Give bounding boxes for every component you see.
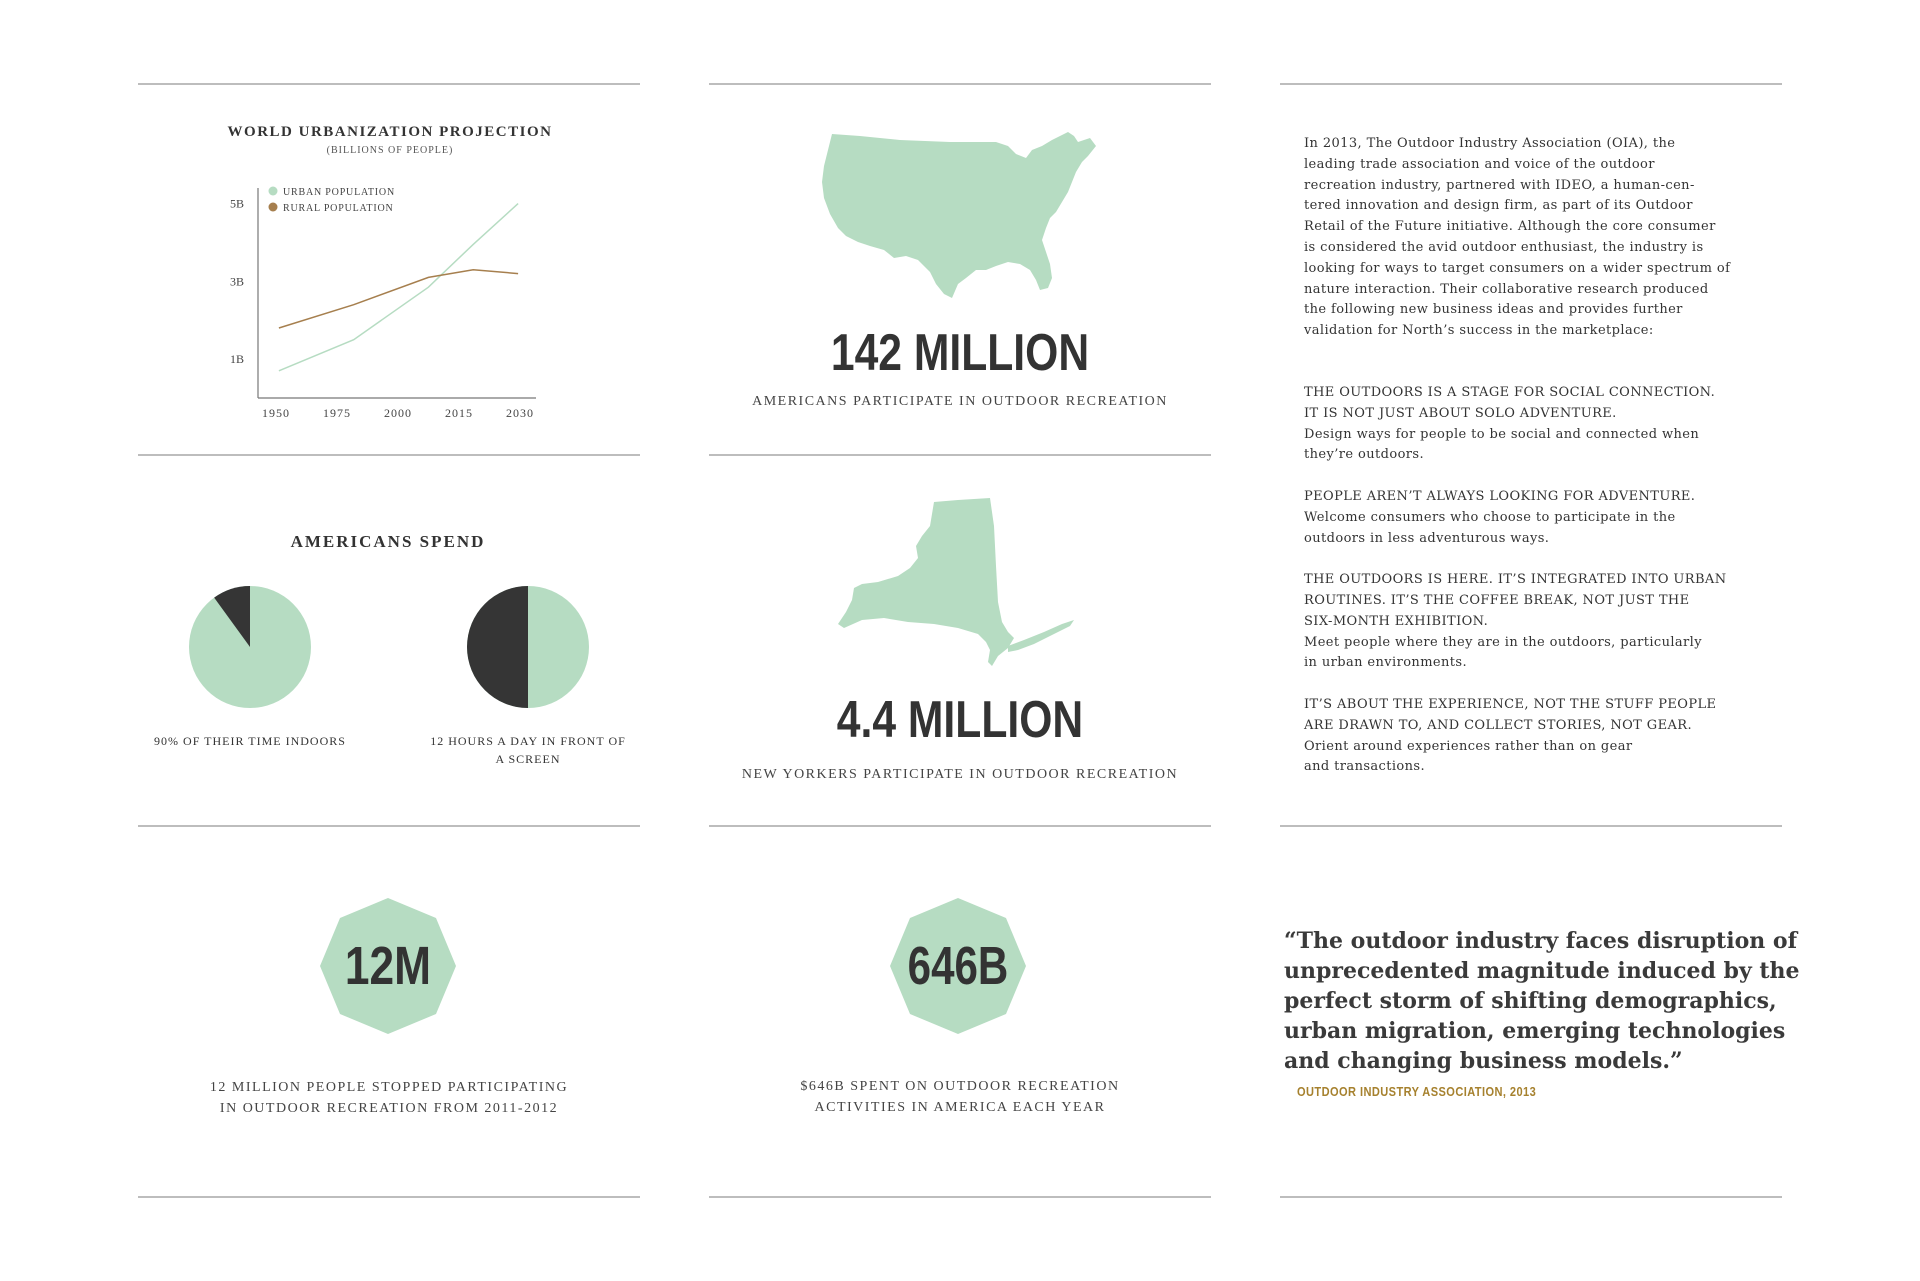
caption-line: 12 MILLION PEOPLE STOPPED PARTICIPATING [209, 1080, 569, 1095]
octagon-badge-12m [318, 896, 458, 1036]
divider [1280, 825, 1782, 827]
stat-us-number: 142 MILLION [830, 324, 1090, 382]
x-tick-label: 2000 [384, 406, 412, 420]
insight-heading: THE OUTDOORS IS HERE. IT’S INTEGRATED INTO URBAN ROUTINES. IT’S THE COFFEE BREAK, NOT JUST THE SIX-MONTH EXHIBITION. [1304, 572, 1727, 629]
divider [709, 825, 1211, 827]
divider [138, 825, 640, 827]
intro-paragraph: In 2013, The Outdoor Industry Association (OIA), the leading trade association and voice of the outdoor recreation industry, partnered with IDEO, a human-cen- tered innovation and design firm, as part of its Outdoor Retail of the Future initiative. Although the core consumer is considered the avid outdoor enthusiast, the industry is looking for ways to target consumers on a wider spectrum of nature interaction. Their collaborative research produced the following new business ideas and provides further validation for North’s success in the marketplace: [1304, 136, 1731, 339]
divider [1280, 1196, 1782, 1198]
caption-line: IN OUTDOOR RECREATION FROM 2011-2012 [219, 1101, 559, 1116]
divider [138, 1196, 640, 1198]
pie-caption-screen: 12 HOURS A DAY IN FRONT OF A SCREEN [430, 734, 626, 766]
caption-line: $646B SPENT ON OUTDOOR RECREATION [800, 1079, 1120, 1094]
divider [1280, 83, 1782, 85]
urbanization-line-chart [220, 170, 560, 425]
y-tick-label: 1B [229, 352, 244, 367]
oia-intro-text [1304, 134, 1784, 342]
divider [709, 454, 1211, 456]
stat-12m-caption [138, 1077, 640, 1119]
industry-quote: “The outdoor industry faces disruption of unprecedented magnitude induced by the perfect storm of shifting demographics, urban migration, emerging technologies and changing business models.” [1284, 928, 1800, 1074]
insights-list [1304, 383, 1784, 778]
rural-population-line [279, 270, 518, 328]
y-tick-label: 3B [229, 274, 244, 289]
stat-12m-number: 12M [344, 935, 432, 997]
stat-us-caption: AMERICANS PARTICIPATE IN OUTDOOR RECREATION [752, 394, 1168, 409]
insight-text: Design ways for people to be social and connected when they’re outdoors. [1304, 426, 1700, 463]
x-tick-label: 2030 [506, 406, 534, 420]
legend-rural-marker [269, 203, 278, 212]
y-tick-label: 5B [229, 196, 244, 211]
legend-rural-label: RURAL POPULATION [283, 203, 394, 214]
insight-text: Meet people where they are in the outdoors, particularly in urban environments. [1304, 634, 1702, 671]
caption-line: ACTIVITIES IN AMERICA EACH YEAR [814, 1100, 1106, 1115]
quote-source: OUTDOOR INDUSTRY ASSOCIATION, 2013 [1297, 1084, 1537, 1099]
insight-item [1304, 570, 1784, 674]
x-tick-label: 1950 [262, 406, 290, 420]
x-tick-label: 1975 [323, 406, 351, 420]
octagon-badge-646b [888, 896, 1028, 1036]
spend-title: AMERICANS SPEND [290, 532, 486, 551]
insight-item [1304, 383, 1784, 466]
stat-646b-number: 646B [907, 936, 1009, 997]
chart-subtitle: (BILLIONS OF PEOPLE) [326, 145, 454, 156]
usa-map-icon [820, 132, 1100, 300]
new-york-map-icon [838, 496, 1078, 676]
insight-heading: THE OUTDOORS IS A STAGE FOR SOCIAL CONNECTION. IT IS NOT JUST ABOUT SOLO ADVENTURE. [1304, 385, 1716, 421]
insight-item [1304, 695, 1784, 778]
divider [138, 454, 640, 456]
stat-ny-number: 4.4 MILLION [836, 691, 1084, 749]
legend-urban-marker [269, 187, 278, 196]
divider [138, 83, 640, 85]
x-tick-label: 2015 [445, 406, 473, 420]
insight-heading: PEOPLE AREN’T ALWAYS LOOKING FOR ADVENTURE. [1304, 488, 1696, 504]
insight-text: Orient around experiences rather than on gear and transactions. [1304, 738, 1633, 775]
pie-slice-screen [467, 586, 528, 708]
insight-item [1304, 487, 1784, 549]
divider [709, 1196, 1211, 1198]
stat-646b-caption [709, 1076, 1211, 1118]
stat-ny-caption: NEW YORKERS PARTICIPATE IN OUTDOOR RECREATION [741, 767, 1179, 782]
y-tick-labels [230, 197, 244, 367]
chart-title: WORLD URBANIZATION PROJECTION [227, 124, 553, 140]
insight-text: Welcome consumers who choose to participate in the outdoors in less adventurous ways. [1304, 509, 1676, 546]
pie-caption-indoors: 90% OF THEIR TIME INDOORS [154, 734, 346, 748]
urban-population-line [279, 204, 518, 371]
insight-heading: IT’S ABOUT THE EXPERIENCE, NOT THE STUFF PEOPLE ARE DRAWN TO, AND COLLECT STORIES, NOT GEAR. [1304, 696, 1717, 733]
divider [709, 83, 1211, 85]
pie-screen-time [466, 585, 590, 709]
x-tick-labels [262, 406, 534, 420]
pie-time-indoors [188, 585, 312, 709]
legend-urban-label: URBAN POPULATION [283, 187, 395, 198]
